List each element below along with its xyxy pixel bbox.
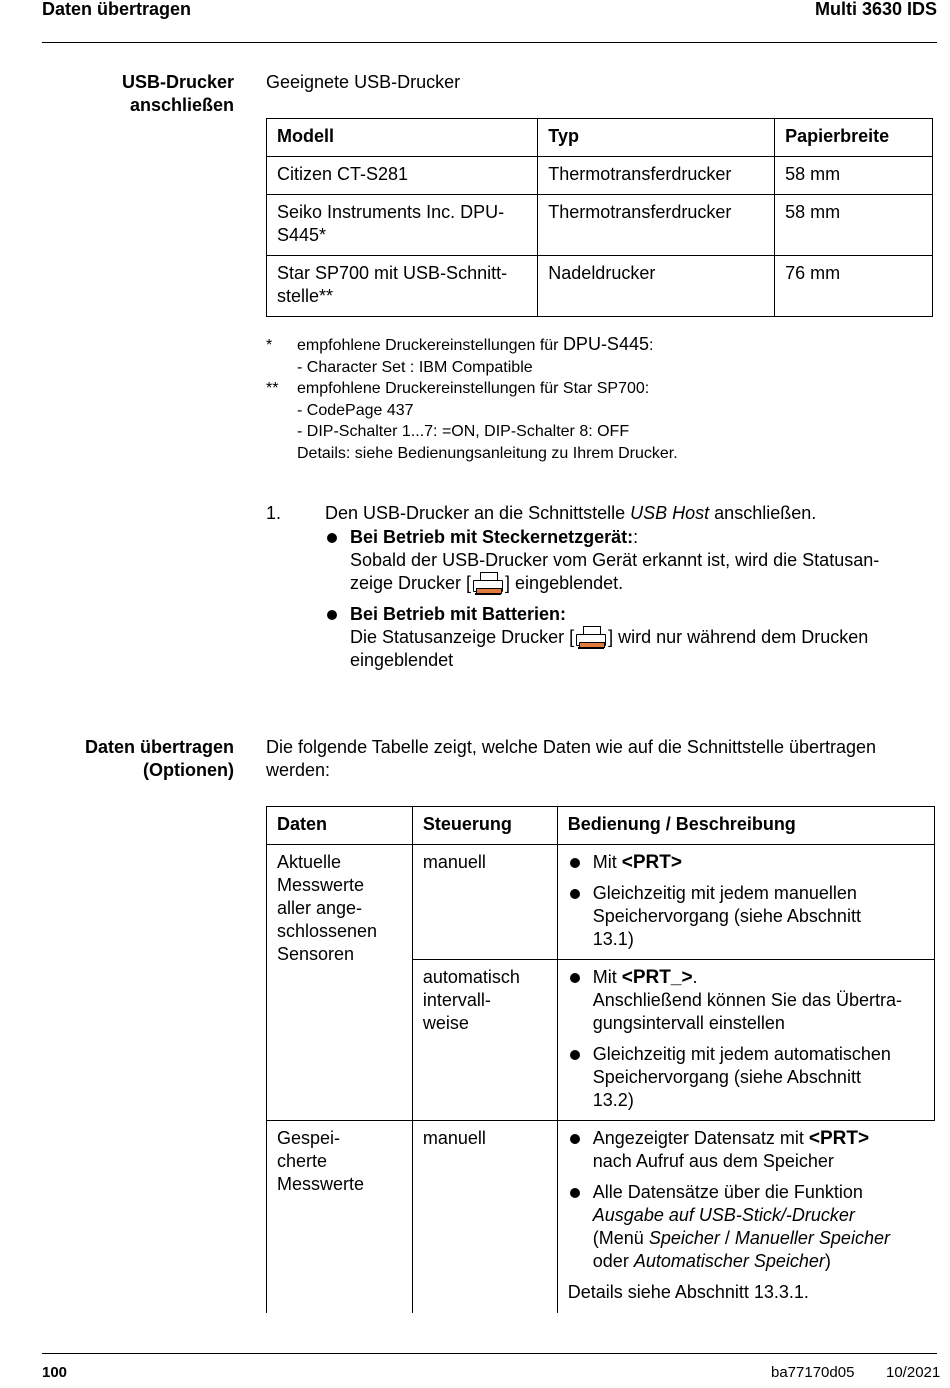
- side-title-line: USB-Drucker: [121, 72, 234, 92]
- footnote-text: :: [648, 337, 654, 354]
- bullet-text: Mit: [592, 967, 622, 987]
- cell-line: Messwerte: [277, 875, 365, 895]
- footnote-line: - CodePage 437: [297, 401, 414, 419]
- bullet-text: oder: [592, 1251, 634, 1271]
- cell-papierbreite: 58 mm: [775, 157, 933, 195]
- bullet-text: ): [824, 1251, 831, 1271]
- footnote-line: - Character Set : IBM Compatible: [297, 358, 533, 376]
- bullet-battery: [325, 603, 935, 672]
- data-transfer-table: [266, 806, 935, 1313]
- bullet-line: Gleichzeitig mit jedem automatischen: [592, 1044, 891, 1064]
- bullet-line: Speichervorgang (siehe Abschnitt: [592, 1067, 861, 1087]
- cell-line: Sensoren: [277, 944, 355, 964]
- bullet-dot: [570, 858, 580, 868]
- table-header-row: [267, 807, 935, 845]
- bullet-item: [568, 1181, 925, 1273]
- cell-line: schlossenen: [277, 921, 378, 941]
- cell-steuerung: [412, 960, 557, 1121]
- bullet-line: [350, 626, 935, 649]
- bullet-title: Bei Betrieb mit Batterien:: [350, 604, 567, 624]
- cell-bedienung: [557, 1121, 934, 1314]
- bullet-item: [568, 1127, 925, 1173]
- details-reference: Details siehe Abschnitt 13.3.1.: [567, 1282, 809, 1302]
- footnote-line: Details: siehe Bedienungsanleitung zu Ihrem Drucker.: [297, 444, 678, 462]
- bullet-item: [568, 1043, 924, 1112]
- footer-rule: [42, 1353, 937, 1354]
- table-row: [267, 195, 933, 256]
- bullet-line: 13.2): [592, 1090, 634, 1110]
- cell-steuerung: manuell: [412, 1121, 557, 1314]
- step-text: [325, 502, 935, 525]
- header-product-name: Multi 3630 IDS: [814, 0, 937, 19]
- footnote-line: - DIP-Schalter 1...7: =ON, DIP-Schalter 8: OFF: [297, 423, 630, 440]
- bullet-dot: [327, 533, 337, 543]
- cell-bedienung: [557, 960, 934, 1121]
- col-header-papierbreite: Papierbreite: [775, 119, 933, 157]
- cell-line: cherte: [277, 1151, 328, 1171]
- col-header-typ: Typ: [538, 119, 775, 157]
- bullet-text: ] wird nur während dem Drucken: [608, 627, 869, 647]
- step-1: [325, 502, 935, 672]
- key-prt-long: <PRT_>: [621, 967, 693, 988]
- bullet-text: (Menü: [592, 1228, 649, 1248]
- cell-line: Seiko Instruments Inc. DPU-: [277, 202, 505, 222]
- menu-name: Manueller Speicher: [734, 1228, 890, 1248]
- cell-line: automatisch: [422, 967, 520, 987]
- step-number: 1.: [266, 503, 282, 523]
- bullet-text: Mit: [592, 852, 622, 872]
- bullet-line: nach Aufruf aus dem Speicher: [592, 1151, 834, 1171]
- cell-line: weise: [422, 1013, 469, 1033]
- col-header-modell: Modell: [267, 119, 538, 157]
- bullet-line: [350, 572, 935, 595]
- bullet-dot: [570, 973, 580, 983]
- printer-icon: [471, 572, 505, 594]
- menu-function-name: Ausgabe auf USB-Stick/-Drucker: [592, 1205, 855, 1225]
- bullet-dot: [570, 1134, 580, 1144]
- cell-typ: Thermotransferdrucker: [538, 195, 775, 256]
- cell-papierbreite: 58 mm: [775, 195, 933, 256]
- bullet-text: Die Statusanzeige Drucker [: [350, 627, 575, 647]
- col-header-daten: Daten: [267, 807, 413, 845]
- cell-line: intervall-: [422, 990, 491, 1010]
- cell-modell: Citizen CT-S281: [267, 157, 538, 195]
- table-row: [267, 1121, 935, 1314]
- side-title-line: (Optionen): [143, 760, 234, 780]
- printer-table: [266, 118, 933, 317]
- cell-line: Gespei-: [277, 1128, 341, 1148]
- table-row: [267, 256, 933, 317]
- cell-line: Aktuelle: [277, 852, 342, 872]
- step-text-part: Den USB-Drucker an die Schnittstelle: [325, 503, 631, 523]
- bullet-title: Bei Betrieb mit Steckernetzgerät:: [350, 527, 634, 547]
- bullet-mains-power: [325, 526, 935, 595]
- cell-daten: [267, 1121, 413, 1314]
- printer-footnotes: [266, 334, 926, 464]
- bullet-item: [568, 882, 924, 951]
- bullet-line: Sobald der USB-Drucker vom Gerät erkannt ist, wird die Statusan-: [350, 550, 880, 570]
- footnote-text: empfohlene Druckereinstellungen für: [297, 337, 563, 354]
- intro-line: werden:: [266, 760, 331, 780]
- cell-daten: [267, 845, 413, 1121]
- usb-host-label: USB Host: [630, 503, 710, 523]
- cell-bedienung: [557, 845, 934, 960]
- cell-typ: Thermotransferdrucker: [538, 157, 775, 195]
- bullet-item: [568, 851, 924, 874]
- bullet-text: ] eingeblendet.: [505, 573, 624, 593]
- menu-name: Speicher: [648, 1228, 720, 1248]
- bullet-dot: [570, 1050, 580, 1060]
- bullet-dot: [327, 610, 337, 620]
- bullet-line: Speichervorgang (siehe Abschnitt: [592, 906, 861, 926]
- bullet-line: 13.1): [592, 929, 634, 949]
- intro-line: Die folgende Tabelle zeigt, welche Daten wie auf die Schnittstelle übertragen: [266, 737, 877, 757]
- usb-printer-intro: Geeignete USB-Drucker: [266, 72, 461, 92]
- bullet-dot: [570, 889, 580, 899]
- bullet-line: gungsintervall einstellen: [592, 1013, 785, 1033]
- cell-papierbreite: 76 mm: [775, 256, 933, 317]
- bullet-title-suffix: :: [633, 527, 639, 547]
- step-text-part: anschließen.: [709, 503, 817, 523]
- section-usb-printer-title: [42, 71, 234, 117]
- table-row: [267, 157, 933, 195]
- bullet-text: Angezeigter Datensatz mit: [592, 1128, 809, 1148]
- section-data-transfer-title: [42, 736, 234, 782]
- footnote-model: DPU-S445: [562, 334, 649, 354]
- cell-modell: [267, 195, 538, 256]
- cell-typ: Nadeldrucker: [538, 256, 775, 317]
- bullet-line: Anschließend können Sie das Übertra-: [592, 990, 902, 1010]
- side-title-line: anschließen: [129, 95, 234, 115]
- page-number: 100: [42, 1364, 68, 1381]
- table-header-row: [267, 119, 933, 157]
- cell-line: S445*: [277, 225, 327, 245]
- footnote-mark: **: [266, 380, 279, 397]
- bullet-text: zeige Drucker [: [350, 573, 472, 593]
- cell-line: aller ange-: [277, 898, 363, 918]
- cell-line: Messwerte: [277, 1174, 365, 1194]
- header-rule: [42, 42, 937, 43]
- bullet-dot: [570, 1188, 580, 1198]
- cell-line: Star SP700 mit USB-Schnitt-: [277, 263, 508, 283]
- bullet-text: .: [692, 967, 698, 987]
- bullet-line: Alle Datensätze über die Funktion: [592, 1182, 863, 1202]
- data-transfer-intro: [266, 736, 936, 782]
- footnote-mark: *: [266, 337, 273, 354]
- cell-steuerung: manuell: [412, 845, 557, 960]
- header-section-title: Daten übertragen: [42, 0, 192, 19]
- key-prt: <PRT>: [808, 1128, 870, 1149]
- table-row: [267, 845, 935, 960]
- printer-icon: [574, 626, 608, 648]
- document-id: ba77170d05: [771, 1364, 855, 1381]
- key-prt: <PRT>: [621, 852, 682, 873]
- document-date: 10/2021: [886, 1364, 941, 1381]
- bullet-line: eingeblendet: [350, 650, 454, 670]
- cell-modell: [267, 256, 538, 317]
- footnote-text: empfohlene Druckereinstellungen für Star SP700:: [297, 380, 650, 397]
- side-title-line: Daten übertragen: [84, 737, 234, 757]
- cell-line: stelle**: [277, 286, 334, 306]
- bullet-text: /: [719, 1228, 735, 1248]
- bullet-line: Gleichzeitig mit jedem manuellen: [592, 883, 857, 903]
- menu-name: Automatischer Speicher: [633, 1251, 825, 1271]
- footnote-2: [266, 378, 926, 400]
- footnote-1: [266, 334, 926, 357]
- bullet-item: [568, 966, 924, 1035]
- col-header-steuerung: Steuerung: [412, 807, 557, 845]
- col-header-bedienung: Bedienung / Beschreibung: [557, 807, 934, 845]
